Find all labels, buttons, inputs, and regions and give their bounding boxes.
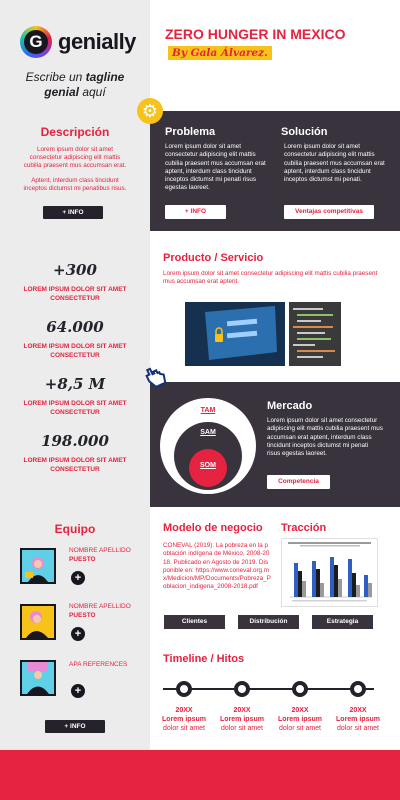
team-member-plus-button-2[interactable]: + [71, 627, 85, 641]
bar-chart-thumbnail-icon [282, 539, 377, 606]
producto-text: Lorem ipsum dolor sit amet consectetur adipiscing elit mattis cubilia praesent mus accumsan erat aptent. [163, 270, 378, 286]
mercado-heading: Mercado [267, 400, 313, 412]
clientes-button[interactable]: Clientes [164, 615, 225, 629]
team-avatar-3 [20, 660, 56, 696]
timeline-title-2: Lorem ipsum [220, 716, 264, 723]
modelo-text: CONEVAL (2019). La pobreza en la población indígena de México, 2008-2018. Publicado en Agosto de 2019. Disponible en: https://www.coneval.org.mx/Medicion/MP/Documents/Pobreza_Poblacion_indigena_2008-2018.pdf [163, 542, 271, 591]
market-size-diagram [160, 398, 256, 494]
logo-letter: G [24, 30, 48, 54]
tagline-part1: Escribe un [25, 70, 86, 84]
code-screen-illustration-icon [289, 302, 341, 366]
ventajas-competitivas-button[interactable]: Ventajas competitivas [284, 205, 374, 219]
genially-logo [20, 26, 136, 58]
timeline-marker-3[interactable] [292, 681, 308, 697]
traccion-chart-thumbnail [281, 538, 378, 607]
team-member-role-1: PUESTO [69, 556, 96, 563]
brand-name: genially [58, 29, 136, 54]
mercado-text: Lorem ipsum dolor sit amet consectetur adipiscing elit mattis cubilia praesent mus accumsan erat aptent, interdum class tincidunt inceptos dictumst mi penati risus egestas laoreet. [267, 417, 383, 458]
team-member-name-1: NOMBRE APELLIDO [69, 547, 131, 554]
team-member-plus-button-1[interactable]: + [71, 571, 85, 585]
author-subtitle: By Gala Álvarez. [168, 46, 272, 60]
problema-text: Lorem ipsum dolor sit amet consectetur adipiscing elit mattis cubilia praesent mus accumsan erat aptent, interdum class tincidunt inceptos dictumst mi penati risus egestas laoreet. [165, 143, 266, 192]
cursor-hand-icon [144, 364, 168, 390]
timeline-heading: Timeline / Hitos [163, 653, 245, 665]
page-title: ZERO HUNGER IN MEXICO [165, 26, 346, 42]
timeline-line [163, 688, 374, 690]
competencia-button[interactable]: Competencia [267, 475, 330, 489]
problema-info-button[interactable]: + INFO [165, 205, 226, 219]
footer-bar [0, 750, 400, 800]
person-illustration-icon [22, 606, 54, 638]
pointer-hand-icon [144, 364, 168, 390]
timeline-desc-4: dolor sit amet [336, 725, 380, 732]
person-illustration-icon [22, 662, 54, 694]
timeline-title-4: Lorem ipsum [336, 716, 380, 723]
timeline-desc-1: dolor sit amet [162, 725, 206, 732]
timeline-desc-2: dolor sit amet [220, 725, 264, 732]
modelo-heading: Modelo de negocio [163, 522, 263, 534]
timeline-item-1 [154, 706, 214, 733]
timeline-year-3: 20XX [291, 707, 309, 714]
stat-label-2: LOREM IPSUM DOLOR SIT AMET CONSECTETUR [23, 343, 127, 359]
product-image-login [185, 302, 285, 366]
team-avatar-2 [20, 604, 56, 640]
genially-logo-mark [20, 26, 52, 58]
equipo-heading: Equipo [54, 522, 96, 536]
descripcion-text-2: Aptent, interdum class tincidunt inceptos dictumst mi penatibus risus. [23, 177, 127, 193]
timeline-title-3: Lorem ipsum [278, 716, 322, 723]
stat-label-4: LOREM IPSUM DOLOR SIT AMET CONSECTETUR [23, 457, 127, 473]
descripcion-heading: Descripción [40, 125, 110, 139]
stat-value-1: +300 [53, 261, 97, 279]
solucion-text: Lorem ipsum dolor sit amet consectetur adipiscing elit mattis cubilia praesent mus accumsan erat aptent, interdum class tincidunt inceptos dictumst mi penati. [284, 143, 385, 184]
stat-label-1: LOREM IPSUM DOLOR SIT AMET CONSECTETUR [23, 286, 127, 302]
sam-label[interactable]: SAM [200, 429, 216, 436]
timeline-year-1: 20XX [175, 707, 193, 714]
stat-value-4: 198.000 [41, 432, 109, 450]
login-screen-illustration-icon [185, 302, 285, 366]
som-label[interactable]: SOM [200, 462, 216, 469]
team-member-name-3: APA REFERENCES [69, 661, 128, 668]
tagline-bold: tagline genial [44, 70, 125, 99]
tagline [10, 70, 140, 100]
timeline-desc-3: dolor sit amet [278, 725, 322, 732]
team-member-role-2: PUESTO [69, 612, 96, 619]
gear-icon: ⚙ [137, 98, 163, 124]
stat-value-3: +8,5 M [44, 375, 106, 393]
team-member-name-2: NOMBRE APELLIDO [69, 603, 131, 610]
distribucion-button[interactable]: Distribución [238, 615, 299, 629]
tam-label[interactable]: TAM [200, 407, 216, 414]
person-illustration-icon [22, 550, 54, 582]
descripcion-text: Lorem ipsum dolor sit amet consectetur adipiscing elit mattis cubilia praesent mus accumsan erat. [23, 146, 127, 170]
timeline-item-2 [212, 706, 272, 733]
product-image-code [289, 302, 341, 366]
timeline-year-2: 20XX [233, 707, 251, 714]
team-avatar-1 [20, 548, 56, 584]
solucion-heading: Solución [281, 126, 328, 138]
stat-value-2: 64.000 [46, 318, 104, 336]
traccion-heading: Tracción [281, 522, 327, 534]
equipo-info-button[interactable]: + INFO [45, 720, 105, 733]
producto-heading: Producto / Servicio [163, 252, 264, 264]
timeline-marker-1[interactable] [176, 681, 192, 697]
stat-label-3: LOREM IPSUM DOLOR SIT AMET CONSECTETUR [23, 400, 127, 416]
timeline-title-1: Lorem ipsum [162, 716, 206, 723]
timeline-year-4: 20XX [349, 707, 367, 714]
tagline-part2: aquí [78, 85, 106, 99]
problema-heading: Problema [165, 126, 216, 138]
estrategia-button[interactable]: Estrategia [312, 615, 373, 629]
timeline-item-4 [328, 706, 388, 733]
team-member-plus-button-3[interactable]: + [71, 684, 85, 698]
descripcion-info-button[interactable]: + INFO [43, 206, 103, 219]
timeline-item-3 [270, 706, 330, 733]
timeline-marker-4[interactable] [350, 681, 366, 697]
timeline-marker-2[interactable] [234, 681, 250, 697]
